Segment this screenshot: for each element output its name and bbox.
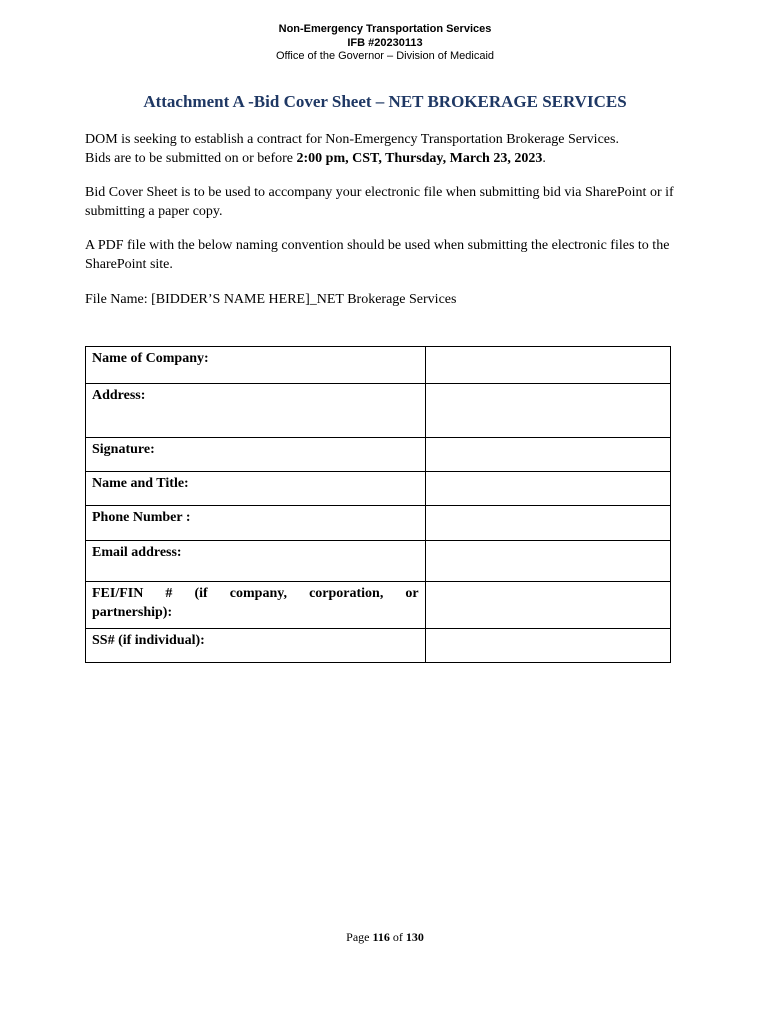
fei-word: company,	[229, 586, 287, 601]
form-row-email	[86, 541, 671, 582]
fei-label-line-1	[92, 584, 419, 603]
intro-line-2	[85, 149, 705, 168]
deadline-prefix: Bids are to be submitted on or before	[85, 151, 297, 166]
page-footer	[0, 930, 770, 945]
header-ifb-number: IFB #20230113	[347, 37, 423, 49]
intro-paragraph	[85, 130, 705, 168]
phone-field[interactable]	[425, 506, 670, 541]
name-title-field[interactable]	[425, 472, 670, 506]
company-field[interactable]	[425, 347, 670, 384]
document-title: Attachment A -Bid Cover Sheet – NET BROKERAGE SERVICES	[143, 92, 627, 111]
fei-label	[86, 582, 426, 629]
deadline-date: 2:00 pm, CST, Thursday, March 23, 2023	[296, 151, 543, 166]
form-row-phone	[86, 506, 671, 541]
fei-word: FEI/FIN	[92, 586, 144, 601]
fei-label-line-2: partnership):	[92, 605, 173, 620]
company-label: Name of Company:	[86, 347, 426, 384]
signature-label: Signature:	[86, 438, 426, 472]
fei-word: corporation,	[309, 586, 384, 601]
fei-word: or	[405, 586, 419, 601]
deadline-suffix: .	[542, 151, 546, 166]
intro-line-1: DOM is seeking to establish a contract for Non-Emergency Transportation Brokerage Services.	[85, 132, 619, 147]
page-number: 116	[372, 930, 390, 944]
of-word: of	[392, 930, 403, 944]
ss-field[interactable]	[425, 629, 670, 663]
signature-field[interactable]	[425, 438, 670, 472]
form-row-ss	[86, 629, 671, 663]
form-row-name-title	[86, 472, 671, 506]
page-total: 130	[405, 930, 424, 944]
fei-word: #	[165, 586, 173, 601]
phone-label: Phone Number :	[86, 506, 426, 541]
header-program: Non-Emergency Transportation Services	[278, 23, 492, 35]
pdf-naming-paragraph: A PDF file with the below naming convention should be used when submitting the electronic files to the SharePoint site.	[85, 238, 670, 272]
email-label: Email address:	[86, 541, 426, 582]
header-office: Office of the Governor – Division of Medicaid	[275, 50, 495, 62]
address-label: Address:	[86, 384, 426, 438]
page-word: Page	[346, 930, 370, 944]
form-row-fei	[86, 582, 671, 629]
cover-sheet-paragraph: Bid Cover Sheet is to be used to accompany your electronic file when submitting bid via SharePoint or if submitting a paper copy.	[85, 185, 674, 219]
ss-label: SS# (if individual):	[86, 629, 426, 663]
form-row-address	[86, 384, 671, 438]
address-field[interactable]	[425, 384, 670, 438]
email-field[interactable]	[425, 541, 670, 582]
form-row-signature	[86, 438, 671, 472]
form-row-company	[86, 347, 671, 384]
name-title-label: Name and Title:	[86, 472, 426, 506]
file-name-paragraph: File Name: [BIDDER’S NAME HERE]_NET Brokerage Services	[85, 292, 457, 307]
bid-cover-form	[85, 346, 671, 663]
fei-word: (if	[194, 586, 208, 601]
fei-field[interactable]	[425, 582, 670, 629]
